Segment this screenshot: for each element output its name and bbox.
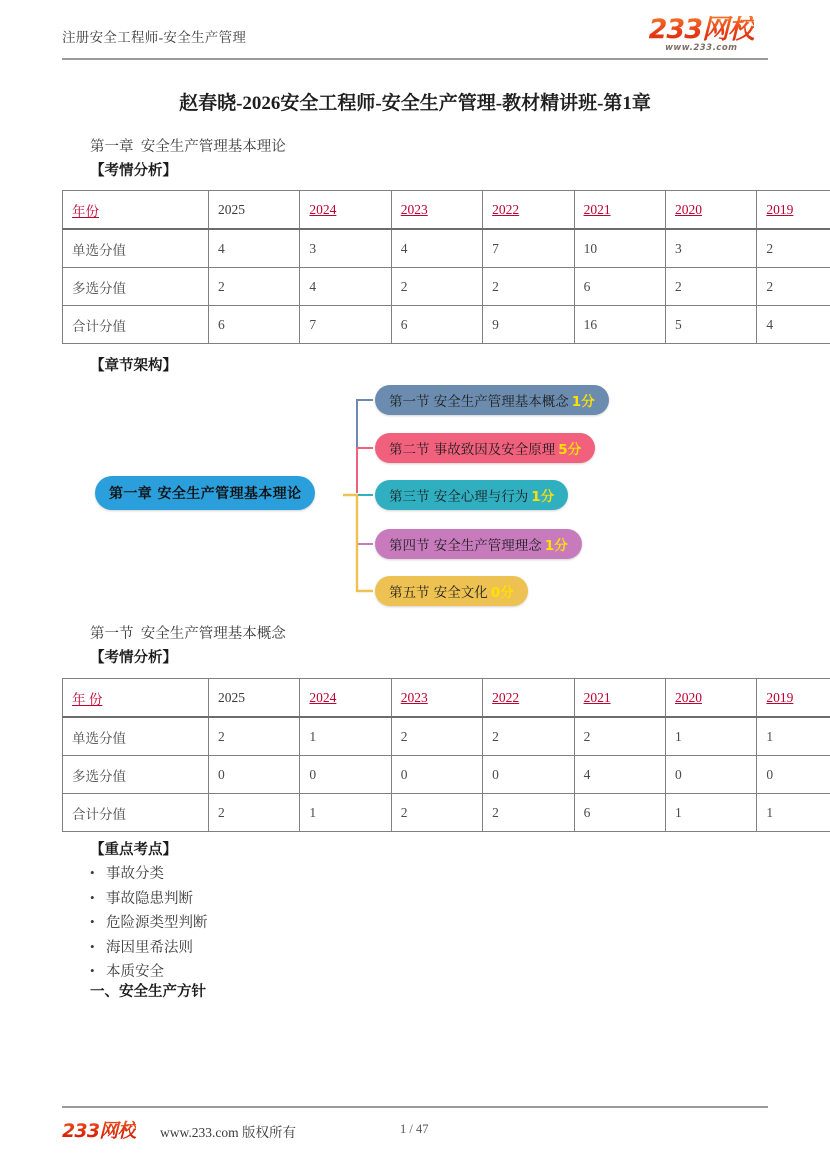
- table2-row1-v6: 0: [757, 756, 830, 794]
- table2-header-label: 年 份: [72, 691, 103, 707]
- table-row: [63, 229, 830, 268]
- table2-row0-v2: 2: [391, 717, 482, 756]
- table1-row2-v5: 5: [665, 306, 756, 344]
- list-item: • 危险源类型判断: [90, 911, 208, 936]
- table1-year-2025: 2025: [218, 201, 245, 217]
- table2-year-2019: 2019: [766, 689, 794, 705]
- table1-header-label: 年份: [72, 203, 99, 219]
- mindmap-branch-4-score: 1分: [544, 538, 568, 554]
- table2-row2-v2: 2: [391, 794, 482, 832]
- table2-row2-v1: 1: [300, 794, 391, 832]
- mindmap-branch-1: [375, 385, 609, 415]
- mindmap-branch-5-label: 第五节 安全文化: [389, 585, 488, 601]
- table2-row0-v6: 1: [757, 717, 830, 756]
- table1-year-2019: 2019: [766, 201, 794, 217]
- table2-row2-v6: 1: [757, 794, 830, 832]
- page-header: [62, 14, 768, 62]
- table2-row1-v4: 4: [574, 756, 665, 794]
- mindmap-branch-5-score: 0分: [490, 585, 514, 601]
- mindmap-branch-3: [375, 480, 568, 510]
- table2-year-2022: 2022: [492, 689, 520, 705]
- table2-row2-label: 合计分值: [63, 794, 209, 832]
- page-number: 1 / 47: [400, 1122, 429, 1136]
- mindmap-branch-1-label: 第一节 安全生产管理基本概念: [389, 394, 569, 410]
- table1-row2-v1: 7: [300, 306, 391, 344]
- mindmap-branch-5: [375, 576, 528, 606]
- mindmap-branch-4-label: 第四节 安全生产管理理念: [389, 538, 542, 554]
- table2-year-2025: 2025: [218, 689, 245, 705]
- header-divider: [62, 58, 768, 60]
- table2-row1-v1: 0: [300, 756, 391, 794]
- table-row: [63, 794, 830, 832]
- table2-row2-v0: 2: [209, 794, 300, 832]
- table1-row1-label: 多选分值: [63, 268, 209, 306]
- table2-row2-v3: 2: [483, 794, 574, 832]
- table2-row0-v1: 1: [300, 717, 391, 756]
- table1-year-2022: 2022: [492, 201, 520, 217]
- mindmap-root-node: [95, 476, 315, 510]
- key-points-list: [90, 862, 208, 985]
- exam-analysis-label-2: 【考情分析】: [90, 650, 177, 666]
- page-footer: [62, 1112, 768, 1142]
- table-row: [63, 717, 830, 756]
- table2-row0-v3: 2: [483, 717, 574, 756]
- table2-row0-v0: 2: [209, 717, 300, 756]
- table2-row1-v0: 0: [209, 756, 300, 794]
- page-title: 赵春晓-2026安全工程师-安全生产管理-教材精讲班-第1章: [179, 93, 651, 114]
- list-item: • 海因里希法则: [90, 936, 208, 961]
- table-row: [63, 756, 830, 794]
- table1-year-2023: 2023: [400, 201, 428, 217]
- table1-row1-v1: 4: [300, 268, 391, 306]
- table1-row2-v3: 9: [483, 306, 574, 344]
- footer-logo: 233网校: [62, 1116, 136, 1143]
- table2-year-2023: 2023: [400, 689, 428, 705]
- chapter-structure-mindmap: [85, 372, 685, 620]
- table2-row1-v5: 0: [665, 756, 756, 794]
- table1-row1-v4: 6: [574, 268, 665, 306]
- mindmap-branch-3-score: 1分: [531, 489, 555, 505]
- table2-year-2024: 2024: [309, 689, 337, 705]
- table1-row0-v5: 3: [665, 229, 756, 268]
- exam-score-table-2: [62, 678, 830, 832]
- table-header-row: [63, 679, 830, 718]
- table1-row0-v2: 4: [391, 229, 482, 268]
- subsection-heading: 一、安全生产方针: [90, 984, 206, 1000]
- exam-score-table-1: [62, 190, 830, 344]
- table-row: [63, 306, 830, 344]
- table1-row0-v4: 10: [574, 229, 665, 268]
- table1-row1-v6: 2: [757, 268, 830, 306]
- table2-row1-label: 多选分值: [63, 756, 209, 794]
- table1-row2-v6: 4: [757, 306, 830, 344]
- exam-analysis-label-1: 【考情分析】: [90, 163, 177, 179]
- footer-divider: [62, 1106, 768, 1108]
- table2-row1-v2: 0: [391, 756, 482, 794]
- table1-row1-v5: 2: [665, 268, 756, 306]
- mindmap-branch-2-score: 5分: [558, 442, 582, 458]
- mindmap-branch-2: [375, 433, 595, 463]
- table1-row1-v3: 2: [483, 268, 574, 306]
- table-header-row: [63, 191, 830, 230]
- key-points-label: 【重点考点】: [90, 842, 177, 858]
- mindmap-branch-1-score: 1分: [571, 394, 595, 410]
- table1-row0-v3: 7: [483, 229, 574, 268]
- table2-row0-v5: 1: [665, 717, 756, 756]
- table2-row0-label: 单选分值: [63, 717, 209, 756]
- table1-row0-v1: 3: [300, 229, 391, 268]
- table1-row0-v0: 4: [209, 229, 300, 268]
- brand-logo: [649, 16, 754, 53]
- mindmap-root-label: 第一章 安全生产管理基本理论: [109, 486, 302, 502]
- list-item: • 本质安全: [90, 960, 208, 985]
- table1-row2-v2: 6: [391, 306, 482, 344]
- table1-row1-v0: 2: [209, 268, 300, 306]
- table1-row2-v4: 16: [574, 306, 665, 344]
- section-heading: 第一节 安全生产管理基本概念: [90, 626, 286, 642]
- table2-year-2020: 2020: [674, 689, 702, 705]
- table1-year-2024: 2024: [309, 201, 337, 217]
- table-row: [63, 268, 830, 306]
- list-item: • 事故分类: [90, 862, 208, 887]
- table2-row2-v4: 6: [574, 794, 665, 832]
- table1-row2-label: 合计分值: [63, 306, 209, 344]
- chapter-heading: 第一章 安全生产管理基本理论: [90, 139, 286, 155]
- table2-row0-v4: 2: [574, 717, 665, 756]
- mindmap-branch-2-label: 第二节 事故致因及安全原理: [389, 442, 556, 458]
- table1-year-2021: 2021: [583, 201, 611, 217]
- table1-row0-label: 单选分值: [63, 229, 209, 268]
- table2-row2-v5: 1: [665, 794, 756, 832]
- table1-year-2020: 2020: [674, 201, 702, 217]
- list-item: • 事故隐患判断: [90, 887, 208, 912]
- chapter-structure-label: 【章节架构】: [90, 358, 177, 374]
- table1-row1-v2: 2: [391, 268, 482, 306]
- brand-logo-text: 233网校: [648, 14, 754, 45]
- mindmap-branch-3-label: 第三节 安全心理与行为: [389, 489, 529, 505]
- table1-row2-v0: 6: [209, 306, 300, 344]
- table1-row0-v6: 2: [757, 229, 830, 268]
- header-title: 注册安全工程师-安全生产管理: [62, 30, 247, 45]
- brand-logo-url: www.233.com: [665, 43, 738, 53]
- table2-year-2021: 2021: [583, 689, 611, 705]
- footer-copyright: www.233.com 版权所有: [160, 1125, 296, 1140]
- mindmap-branch-4: [375, 529, 582, 559]
- table2-row1-v3: 0: [483, 756, 574, 794]
